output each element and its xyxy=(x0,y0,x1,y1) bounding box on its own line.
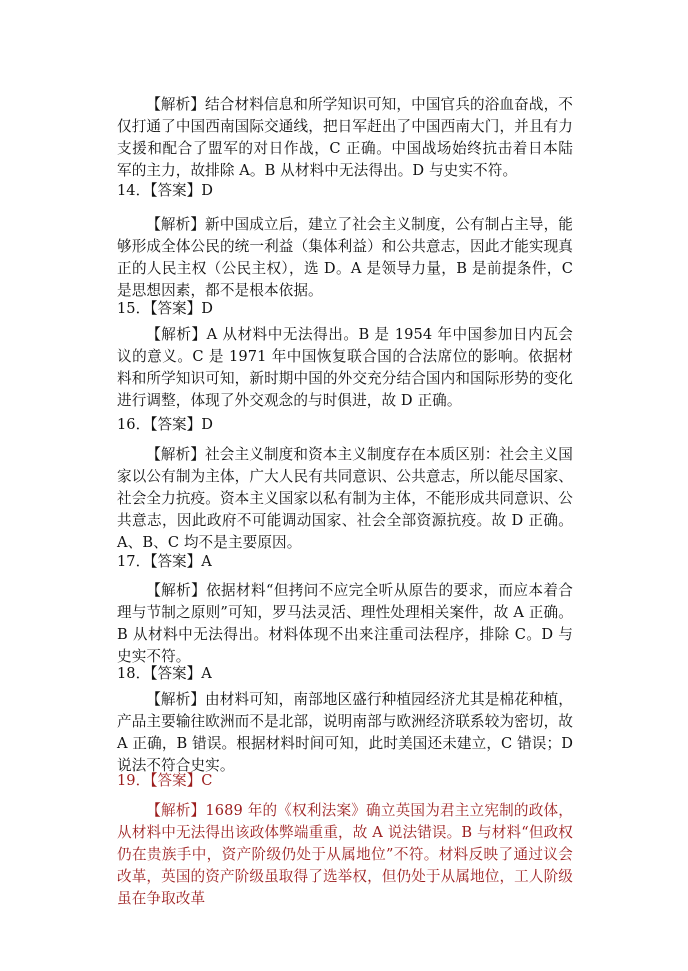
answer-text: 【答案】D xyxy=(150,416,213,433)
question-number: 14． xyxy=(117,182,151,199)
analysis-text: 【解析】A 从材料中无法得出。B 是 1954 年中国参加日内瓦会议的意义。C 是 1971 年中国恢复联合国的合法席位的影响。依据材料和所学知识可知，新时期中国的外交充分结合国内和国际形势的变化进行调整，体现了外交观念的与时俱进，故 D 正确。 xyxy=(117,326,573,409)
analysis-text: 【解析】依据材料“但拷问不应完全听从原告的要求，而应本着合理与节制之原则”可知，罗马法灵活、理性处理相关案件，故 A 正确。B 从材料中无法得出。材料体现不出来注重司法程序，排除 C。D 与史实不符。 xyxy=(117,582,573,665)
question-number: 17． xyxy=(117,553,151,570)
analysis-14 xyxy=(117,214,573,302)
analysis-text: 【解析】新中国成立后，建立了社会主义制度，公有制占主导，能够形成全体公民的统一利益（集体利益）和公共意志，因此才能实现真正的人民主权（公民主权），选 D。A 是领导力量，B 是前提条件，C 是思想因素，都不是根本依据。 xyxy=(117,216,573,299)
answer-line xyxy=(117,298,573,320)
answer-line xyxy=(117,663,573,685)
answer-line xyxy=(117,770,573,792)
answer-line xyxy=(117,180,573,202)
analysis-16 xyxy=(117,444,573,554)
answer-text: 【答案】C xyxy=(150,772,213,789)
answer-14 xyxy=(117,180,573,202)
analysis-text: 【解析】结合材料信息和所学知识可知，中国官兵的浴血奋战，不仅打通了中国西南国际交通线，把日军赶出了中国西南大门，并且有力支援和配合了盟军的对日作战，C 正确。中国战场始终抗击着日本陆军的主力，故排除 A。B 从材料中无法得出。D 与史实不符。 xyxy=(117,96,573,179)
analysis-text: 【解析】社会主义制度和资本主义制度存在本质区别：社会主义国家以公有制为主体，广大人民有共同意识、公共意志，所以能尽国家、社会全力抗疫。资本主义国家以私有制为主体，不能形成共同意识、公共意志，因此政府不可能调动国家、社会全部资源抗疫。故 D 正确。A、B、C 均不是主要原因。 xyxy=(117,446,573,551)
answer-line xyxy=(117,414,573,436)
analysis-text: 【解析】1689 年的《权利法案》确立英国为君主立宪制的政体，从材料中无法得出该政体弊端重重，故 A 说法错误。B 与材料“但政权仍在贵族手中，资产阶级仍处于从属地位”不符。材料反映了通过议会改革，英国的资产阶级虽取得了选举权，但仍处于从属地位，工人阶级虽在争取改革 xyxy=(117,802,573,907)
answer-text: 【答案】D xyxy=(150,182,213,199)
answer-18 xyxy=(117,663,573,685)
analysis-18 xyxy=(117,689,573,777)
answer-19 xyxy=(117,770,573,792)
question-number: 15． xyxy=(117,300,151,317)
question-number: 18． xyxy=(117,665,151,682)
question-number: 19． xyxy=(117,772,151,789)
analysis-17 xyxy=(117,580,573,668)
question-number: 16． xyxy=(117,416,151,433)
answer-15 xyxy=(117,298,573,320)
answer-16 xyxy=(117,414,573,436)
analysis-text: 【解析】由材料可知，南部地区盛行种植园经济尤其是棉花种植，产品主要输往欧洲而不是北部，说明南部与欧洲经济联系较为密切，故 A 正确，B 错误。根据材料时间可知，此时美国还未建立，C 错误；D 说法不符合史实。 xyxy=(117,691,573,774)
answer-17 xyxy=(117,551,573,573)
answer-text: 【答案】D xyxy=(150,300,213,317)
answer-text: 【答案】A xyxy=(150,665,212,682)
answer-line xyxy=(117,551,573,573)
analysis-13 xyxy=(117,94,573,182)
analysis-15 xyxy=(117,324,573,412)
analysis-19 xyxy=(117,800,573,910)
answer-text: 【答案】A xyxy=(150,553,212,570)
